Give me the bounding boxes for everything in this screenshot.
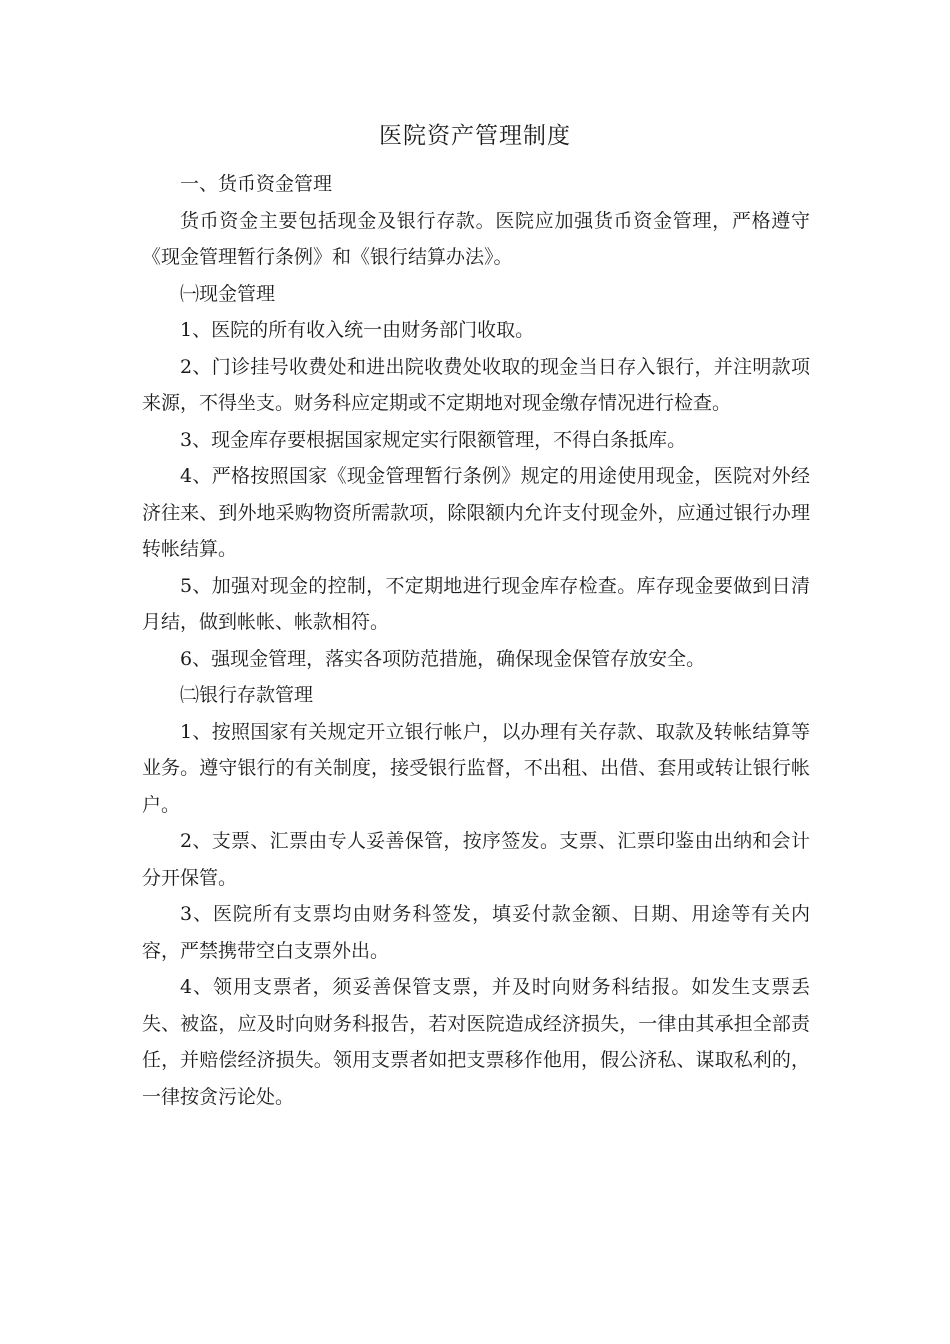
document-body xyxy=(142,166,810,1115)
cash-rule-3: 3、现金库存要根据国家规定实行限额管理，不得白条抵库。 xyxy=(180,428,687,451)
bank-rule-2: 2、支票、汇票由专人妥善保管，按序签发。支票、汇票印鉴由出纳和会计分开保管。 xyxy=(142,830,810,889)
bank-rule-3: 3、医院所有支票均由财务科签发，填妥付款金额、日期、用途等有关内容，严禁携带空白支票外出。 xyxy=(142,903,810,962)
cash-rule-2: 2、门诊挂号收费处和进出院收费处收取的现金当日存入银行，并注明款项来源，不得坐支。财务科应定期或不定期地对现金缴存情况进行检查。 xyxy=(142,355,810,414)
subsection-heading-cash: ㈠现金管理 xyxy=(180,282,276,305)
cash-rule-1: 1、医院的所有收入统一由财务部门收取。 xyxy=(180,319,535,341)
section-heading-monetary-funds: 一、货币资金管理 xyxy=(180,173,333,195)
document-title: 医院资产管理制度 xyxy=(379,123,571,149)
cash-rule-6: 6、强现金管理，落实各项防范措施，确保现金保管存放安全。 xyxy=(180,647,706,670)
cash-rule-5: 5、加强对现金的控制，不定期地进行现金库存检查。库存现金要做到日清月结，做到帐帐、帐款相符。 xyxy=(142,574,810,633)
cash-rule-4: 4、严格按照国家《现金管理暂行条例》规定的用途使用现金，医院对外经济往来、到外地采购物资所需款项，除限额内允许支付现金外，应通过银行办理转帐结算。 xyxy=(142,465,810,560)
bank-rule-4: 4、领用支票者，须妥善保管支票，并及时向财务科结报。如发生支票丢失、被盗，应及时向财务科报告，若对医院造成经济损失，一律由其承担全部责任，并赔偿经济损失。领用支票者如把支票移作他用，假公济私、谋取私利的，一律按贪污论处。 xyxy=(142,976,810,1108)
paragraph-monetary-funds-intro: 货币资金主要包括现金及银行存款。医院应加强货币资金管理，严格遵守《现金管理暂行条例》和《银行结算办法》。 xyxy=(142,209,810,268)
bank-rule-1: 1、按照国家有关规定开立银行帐户，以办理有关存款、取款及转帐结算等业务。遵守银行的有关制度，接受银行监督，不出租、出借、套用或转让银行帐户。 xyxy=(142,720,810,816)
subsection-heading-bank-deposit: ㈡银行存款管理 xyxy=(180,684,314,706)
